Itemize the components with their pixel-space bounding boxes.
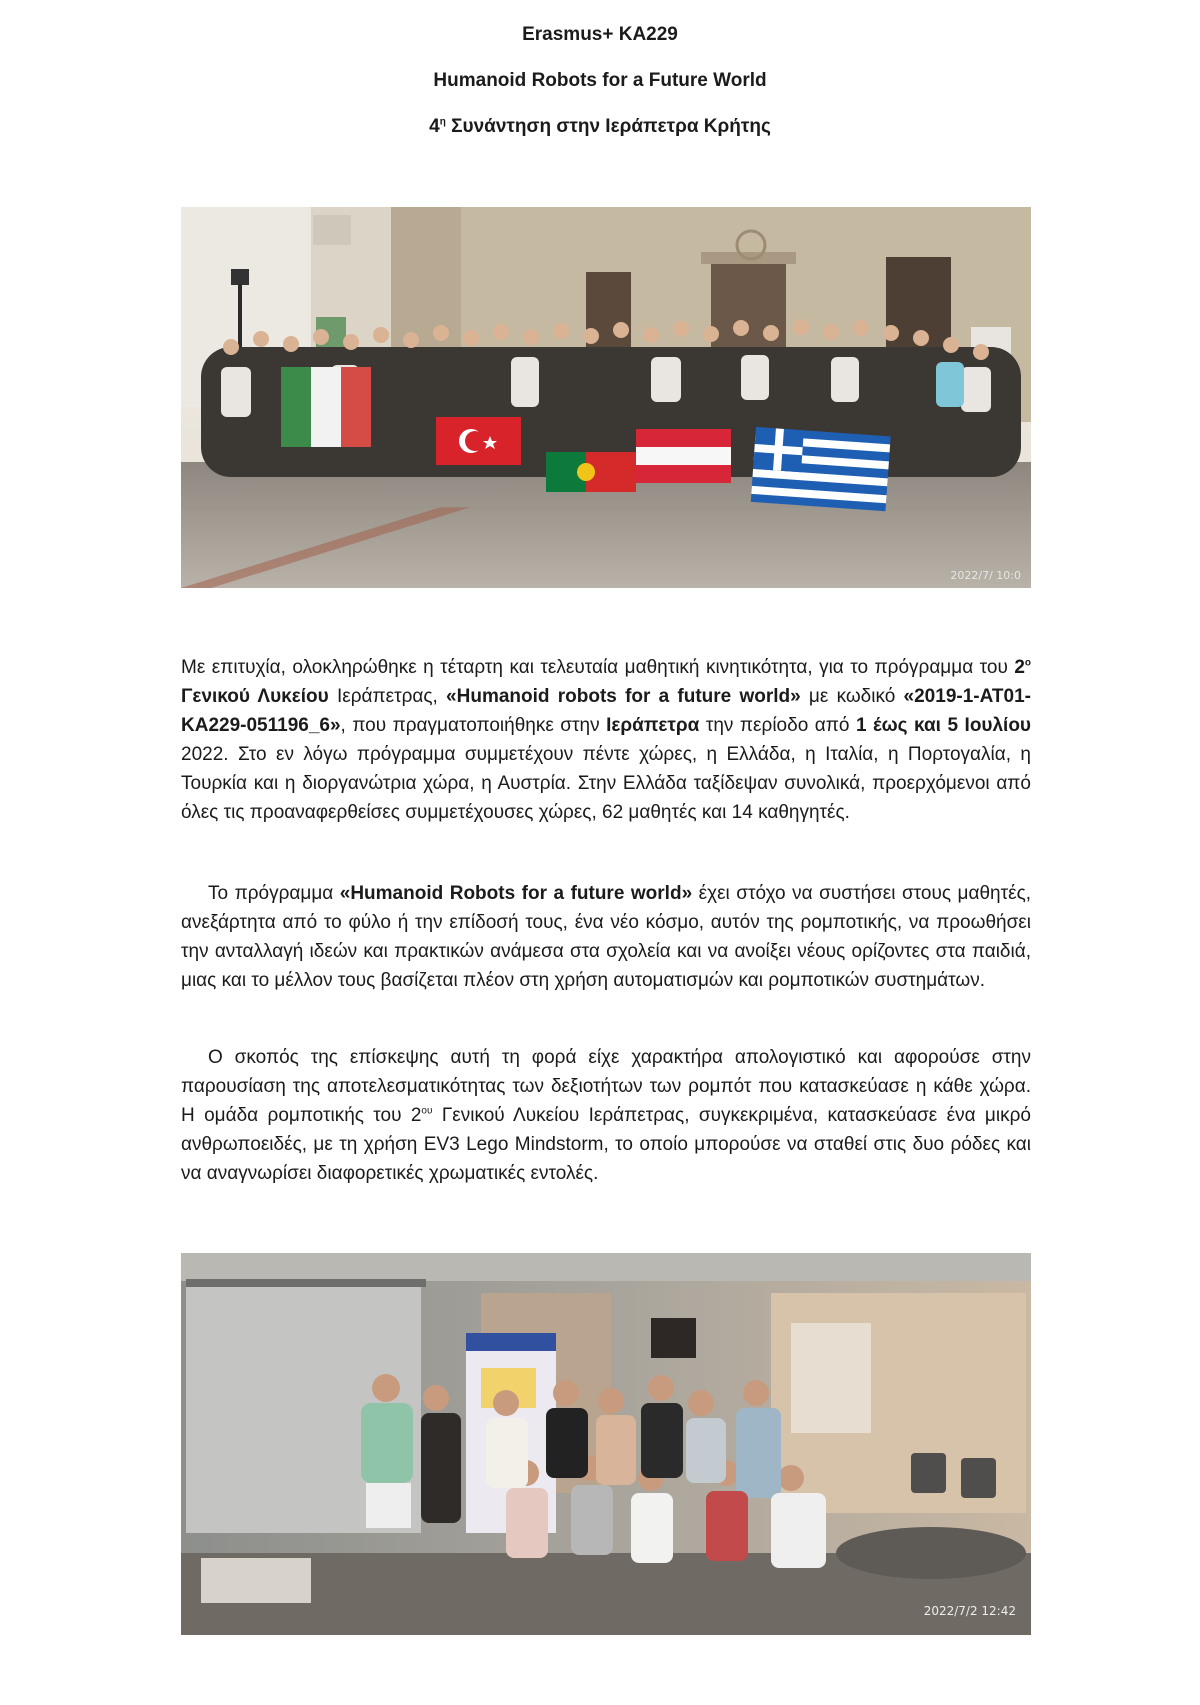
paragraph-intro [181, 653, 1031, 827]
paragraph-visit-purpose [181, 1043, 1031, 1188]
p1-bold-code: «2019-1-AT01-KA229-051196_6» [181, 686, 1031, 736]
group-photo-square [181, 207, 1031, 588]
p1-bold-school: Γενικού Λυκείου [181, 686, 329, 707]
paragraph-goals [181, 879, 1031, 995]
doc-title-line-3 [0, 116, 1200, 138]
title-ordinal: 4 [429, 116, 440, 137]
p1-ordinal-sup: ο [1024, 657, 1031, 669]
p1-bold-school-ordinal: 2 [1014, 657, 1025, 678]
team-photo-indoor-image [181, 1253, 1031, 1635]
p2-bold-project: «Humanoid Robots for a future world» [339, 883, 693, 904]
photo1-timestamp: 2022/7/ 10:0 [950, 569, 1021, 582]
p2-text-1: Το πρόγραμμα [208, 883, 340, 904]
p3-ordinal-sup: ου [421, 1105, 433, 1117]
title-ordinal-sup: η [439, 116, 446, 128]
p3-text-1: Ο σκοπός της επίσκεψης αυτή τη φορά είχε χαρακτήρα απολογιστικό και αφορούσε στην παρουσίαση της αποτελεσματικότητας των δεξιοτήτων των ρομπότ που κατασκεύασε η κάθε χώρα. Η ομάδα ρομποτικής του 2 [181, 1047, 1031, 1126]
photo2-timestamp: 2022/7/2 12:42 [923, 1604, 1016, 1618]
doc-title-line-1: Erasmus+ KA229 [522, 24, 678, 45]
title-meeting: Συνάντηση στην Ιεράπετρα Κρήτης [445, 116, 771, 137]
p1-text-2: Ιεράπετρας, [328, 686, 447, 707]
group-photo-square-image [181, 207, 1031, 588]
p3-text-2: Γενικού Λυκείου Ιεράπετρας, συγκεκριμένα, κατασκεύασε ένα μικρό ανθρωποειδές, με τη χρήση EV3 Lego Mindstorm, το οποίο μπορούσε να σταθεί στις δυο ρόδες και να αναγνωρίσει διαφορετικές χρωματικές εντολές. [181, 1105, 1031, 1184]
p1-text-4: , που πραγματοποιήθηκε στην [340, 715, 607, 736]
p1-text-6: 2022. Στο εν λόγω πρόγραμμα συμμετέχουν πέντε χώρες, η Ελλάδα, η Ιταλία, η Πορτογαλία, η Τουρκία και η διοργανώτρια χώρα, η Αυστρία. Στην Ελλάδα ταξίδεψαν συνολικά, προερχόμενοι από όλες τις προαναφερθείσες συμμετέχουσες χώρες, 62 μαθητές και 14 καθηγητές. [181, 744, 1031, 823]
p1-bold-city: Ιεράπετρα [606, 715, 700, 736]
team-photo-indoor [181, 1253, 1031, 1635]
p1-bold-dates: 1 έως και 5 Ιουλίου [855, 715, 1031, 736]
doc-title-line-2: Humanoid Robots for a Future World [433, 70, 767, 91]
p2-text-2: έχει στόχο να συστήσει στους μαθητές, ανεξάρτητα από το φύλο ή την επίδοσή τους, ένα νέο κόσμο, αυτόν της ρομποτικής, να προωθήσει την ανταλλαγή ιδεών και πρακτικών ανάμεσα στα σχολεία και να ανοίξει νέους ορίζοντες στα παιδιά, μιας και το μέλλον τους βασίζεται πλέον στη χρήση αυτοματισμών και ρομποτικών συστημάτων. [181, 883, 1032, 991]
p1-bold-project: «Humanoid robots for a future world» [446, 686, 801, 707]
p1-text-5: την περίοδο από [699, 715, 856, 736]
p1-text-1: Με επιτυχία, ολοκληρώθηκε η τέταρτη και τελευταία μαθητική κινητικότητα, για το πρόγραμμα του [181, 657, 1015, 678]
p1-text-3: με κωδικό [800, 686, 904, 707]
